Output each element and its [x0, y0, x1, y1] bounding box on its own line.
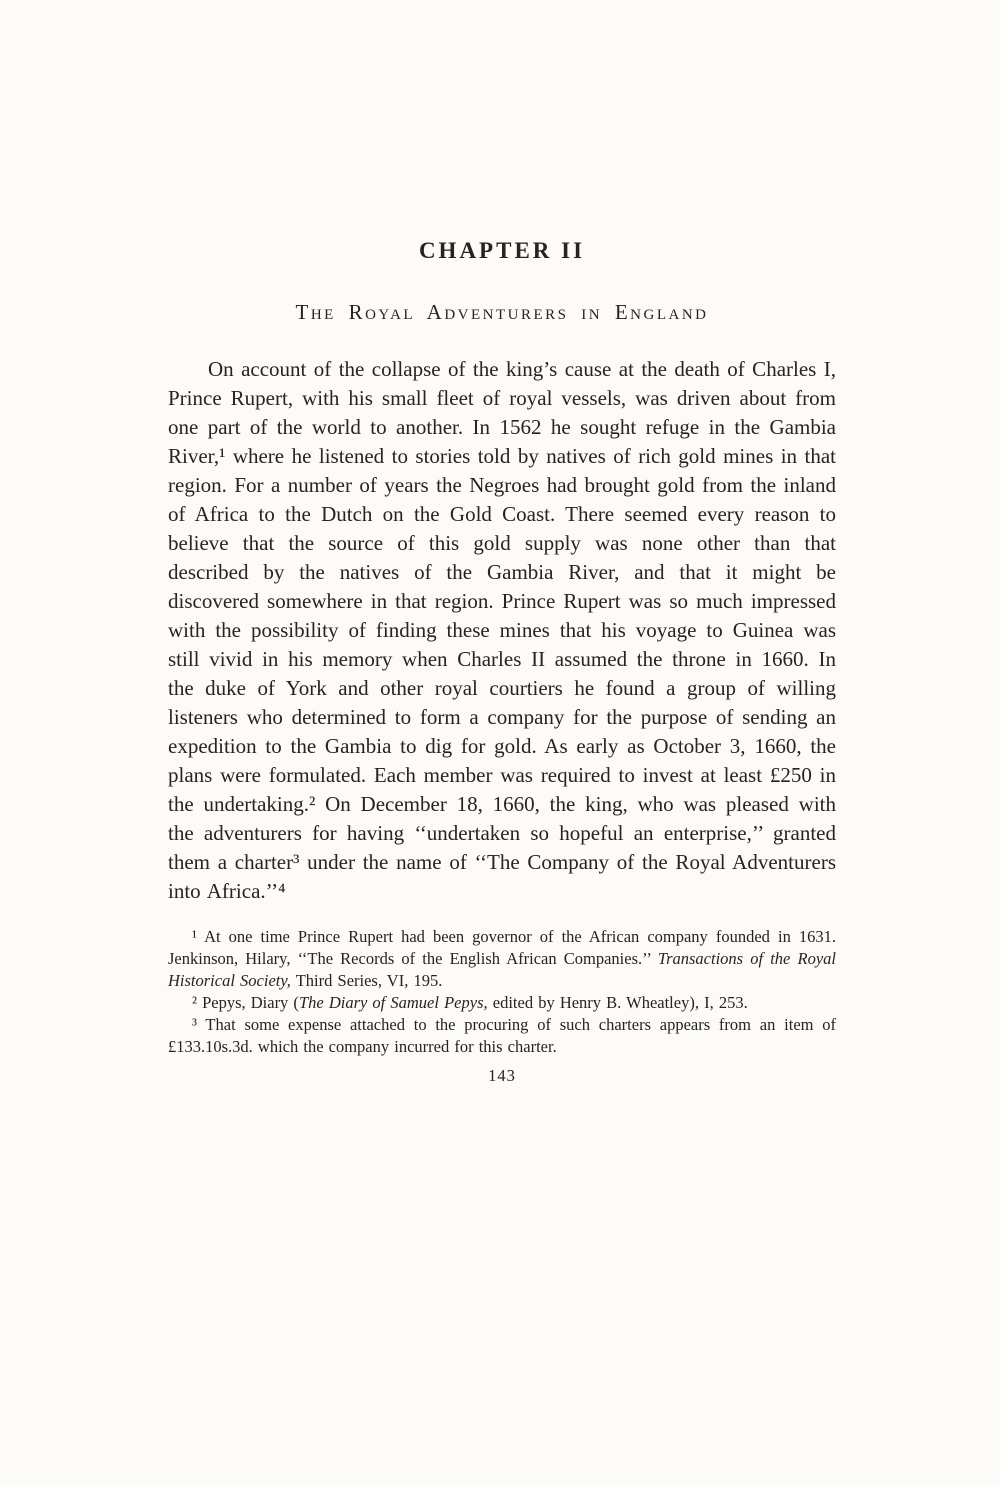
- footnote-2: ² Pepys, Diary (The Diary of Samuel Pepys, edited by Henry B. Wheatley), I, 253.: [192, 993, 748, 1012]
- chapter-title: CHAPTER II: [418, 238, 586, 263]
- page-content: [168, 238, 836, 1086]
- chapter-subtitle: The Royal Adventurers in England: [295, 300, 709, 324]
- footnote-3: ³ That some expense attached to the procuring of such charters appears from an item of £133.10s.3d. which the company incurred for this charter.: [168, 1015, 836, 1056]
- footnotes-section: [168, 926, 836, 1058]
- footnote-1: ¹ At one time Prince Rupert had been governor of the African company founded in 1631. Jenkinson, Hilary, ‘‘The Records of the English African Companies.’’ Transactions of the Royal Historical Society, Third Series, VI, 195.: [168, 927, 836, 990]
- body-paragraph: On account of the collapse of the king’s cause at the death of Charles I, Prince Rupert, with his small fleet of royal vessels, was driven about from one part of the world to another. In 1562 he sought refuge in the Gambia River,¹ where he listened to stories told by natives of rich gold mines in that region. For a number of years the Negroes had brought gold from the inland of Africa to the Dutch on the Gold Coast. There seemed every reason to believe that the source of this gold supply was none other than that described by the natives of the Gambia River, and that it might be discovered somewhere in that region. Prince Rupert was so much impressed with the possibility of finding these mines that his voyage to Guinea was still vivid in his memory when Charles II assumed the throne in 1660. In the duke of York and other royal courtiers he found a group of willing listeners who determined to form a company for the purpose of sending an expedition to the Gambia to dig for gold. As early as October 3, 1660, the plans were formulated. Each member was required to invest at least £250 in the undertaking.² On December 18, 1660, the king, who was pleased with the adventurers for having ‘‘undertaken so hopeful an enterprise,’’ granted them a charter³ under the name of ‘‘The Company of the Royal Adventurers into Africa.’’⁴: [168, 357, 836, 903]
- page-number: 143: [488, 1066, 516, 1085]
